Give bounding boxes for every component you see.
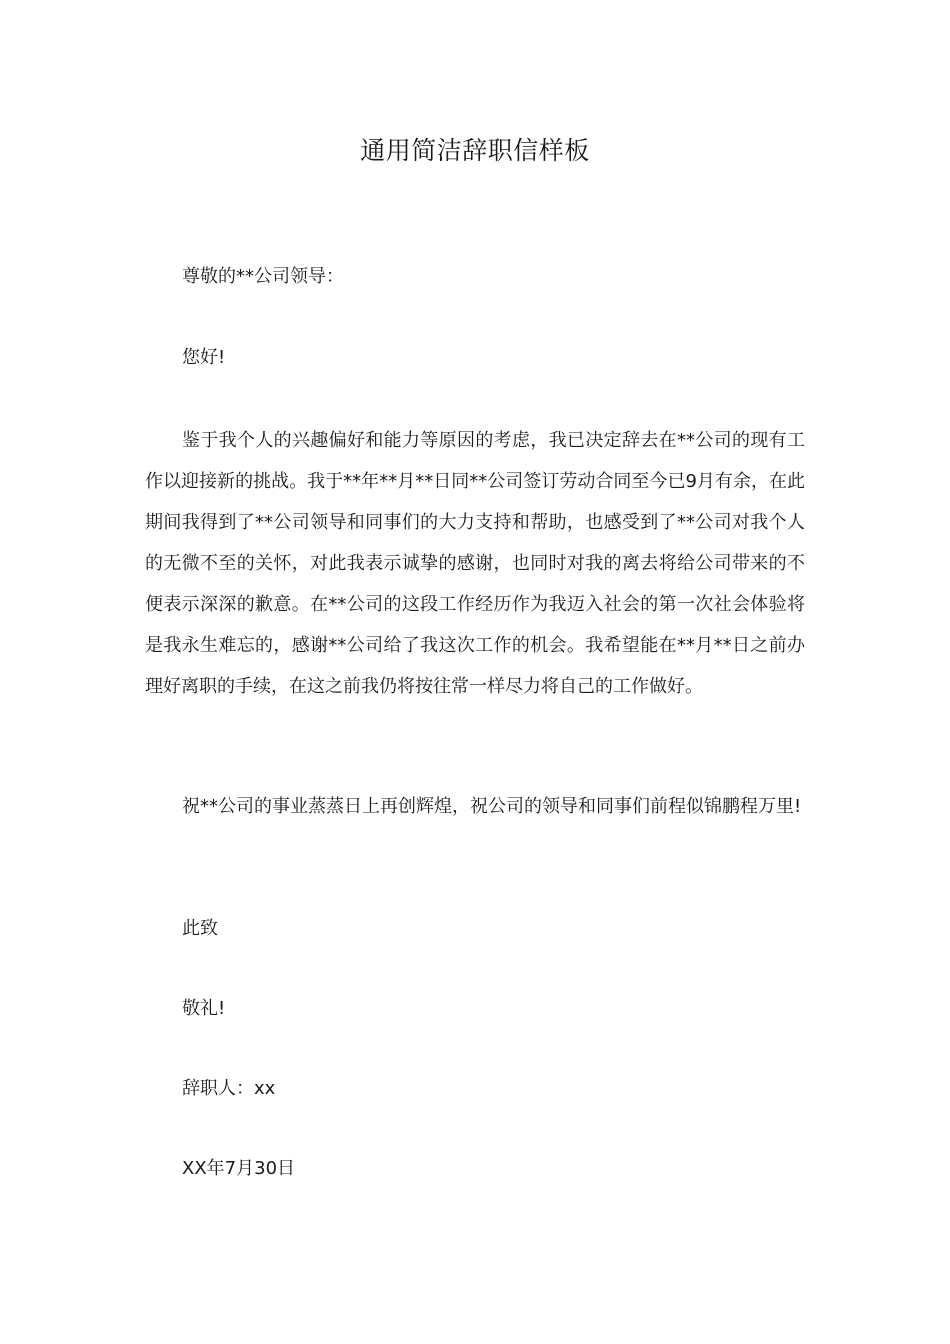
closing: 此致 [182, 918, 218, 939]
document-title: 通用简洁辞职信样板 [360, 136, 590, 165]
signature: 辞职人：xx [182, 1078, 276, 1099]
salutation: 尊敬的**公司领导： [182, 266, 344, 287]
body-paragraph: 鉴于我个人的兴趣偏好和能力等原因的考虑，我已决定辞去在**公司的现有工作以迎接新的挑战。我于**年**月**日同**公司签订劳动合同至今已9月有余，在此期间我得到了**公司领导和同事们的大力支持和帮助，也感受到了**公司对我个人的无微不至的关怀，对此我表示诚挚的感谢，也同时对我的离去将给公司带来的不便表示深深的歉意。在**公司的这段工作经历作为我迈入社会的第一次社会体验将是我永生难忘的，感谢**公司给了我这次工作的机会。我希望能在**月**日之前办理好离职的手续，在这之前我仍将按往常一样尽力将自己的工作做好。 [145, 430, 805, 697]
regards: 敬礼! [182, 998, 226, 1019]
date: XX年7月30日 [182, 1158, 296, 1179]
wish-paragraph: 祝**公司的事业蒸蒸日上再创辉煌，祝公司的领导和同事们前程似锦鹏程万里! [182, 796, 802, 817]
greeting: 您好! [182, 347, 226, 368]
